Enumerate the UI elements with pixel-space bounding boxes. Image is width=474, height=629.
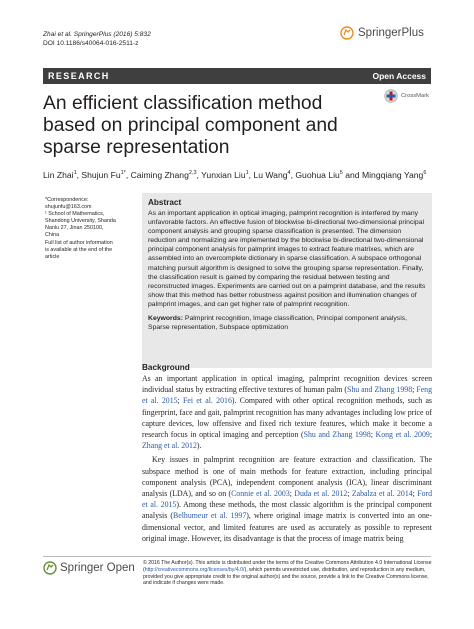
author-affiliation-mark: 1	[73, 170, 77, 176]
background-body	[142, 373, 432, 547]
author-name: Lin Zhai	[43, 169, 74, 180]
keywords-label: Keywords:	[148, 315, 183, 323]
author-affiliation-mark: 1*	[120, 170, 126, 176]
correspondence-line: ¹ School of Mathematics,	[45, 211, 105, 218]
author-name: Yunxian Liu	[201, 169, 246, 180]
abstract-box	[142, 193, 432, 368]
citation-link[interactable]: Zhang et al. 2012	[142, 441, 197, 451]
correspondence-line: article	[45, 253, 60, 260]
journal-citation: Zhai et al. SpringerPlus (2016) 5:832	[43, 31, 151, 38]
paragraph-text: ).	[196, 441, 202, 451]
author-name: Mingqiang Yang	[361, 169, 424, 180]
author-name: Lu Wang	[253, 169, 288, 180]
paragraph-text: ;	[177, 396, 184, 406]
paragraph-text: As an important application in optical imaging, palmprint recognition devices screen individual status by extracting effective textures of human palm (	[142, 374, 432, 395]
paragraph-text: ;	[347, 489, 352, 499]
paragraph-text: Key issues in palmprint recognition are feature extraction and classification. The subspace method is one of main methods for feature extraction, including principal component analysis (PCA), independent component analysis (ICA), linear discriminant analysis (LDA), and so on (	[142, 455, 432, 499]
crossmark-label: CrossMark	[401, 93, 430, 99]
doi[interactable]: DOI 10.1186/s40064-016-2511-z	[43, 40, 139, 47]
paragraph-text: ;	[412, 489, 418, 499]
paragraph-text: ). Compared with other optical recognition methods, such as fingerprint, face and gait, palmprint recognition has many advantages including low price of capture devices, low offensive and fixed rich texture features, which make it become a research focus in optical imaging and perception (	[142, 396, 432, 440]
footer-logo-text: Springer Open	[60, 562, 135, 574]
crossmark-badge[interactable]	[384, 89, 429, 103]
author-affiliation-mark: 5	[339, 170, 343, 176]
correspondence-line: *Correspondence:	[45, 197, 89, 203]
logo-text: SpringerPlus	[358, 27, 424, 39]
correspondence-line: Nanlu 27, Jinan 250100,	[45, 225, 104, 232]
citation-link[interactable]: Kong et al. 2009	[375, 430, 430, 440]
correspondence-line: is available at the end of the	[45, 246, 113, 253]
citation-link[interactable]: Shu and Zhang 1998	[303, 430, 371, 440]
crossmark-icon	[384, 89, 398, 103]
footer-divider	[43, 556, 431, 557]
keywords	[148, 314, 426, 332]
author-affiliation-mark: 4	[287, 170, 291, 176]
abstract-heading: Abstract	[148, 198, 182, 207]
author-affiliation-mark: 2,3	[188, 170, 197, 176]
citation-link[interactable]: Duda et al. 2012	[294, 489, 348, 499]
keywords-list: Palmprint recognition, Image classification, Principal component analysis, Sparse representation, Subspace optimization	[148, 315, 408, 332]
correspondence-line: Shandong University, Shanda	[45, 218, 116, 225]
open-access-label: Open Access	[372, 71, 426, 81]
author-name: Caiming Zhang	[130, 169, 189, 180]
license-part-1: © 2016 The Author(s). This article is distributed under the terms of the Creative Commons Attribution 4.0 International License (	[143, 560, 432, 573]
paragraph-text: ;	[429, 430, 432, 440]
paragraph-1	[142, 373, 432, 451]
paragraph-text: ). Among these methods, the most classic algorithm is the principal component analysis (	[142, 500, 432, 521]
citation-link[interactable]: Ford et al. 2015	[142, 489, 433, 510]
citation-link[interactable]: Belhumeur et al. 1997	[173, 511, 247, 521]
article-title: An efficient classification method based on principal component and sparse representation	[43, 93, 338, 158]
citation-link[interactable]: Fei et al. 2016	[183, 396, 232, 406]
article-meta	[43, 30, 151, 48]
correspondence-line: China	[45, 232, 60, 239]
springer-horse-icon	[43, 561, 57, 575]
citation-link[interactable]: Connie et al. 2003	[231, 489, 290, 499]
background-heading: Background	[142, 363, 190, 372]
citation-link[interactable]: Feng et al. 2015	[142, 385, 432, 406]
author-name: Guohua Liu	[295, 169, 340, 180]
paragraph-text: ;	[289, 489, 295, 499]
correspondence-line: shujunfu@163.com	[45, 204, 92, 211]
abstract-body: As an important application in optical imaging, palmprint recognition is interfered by many unfavorable factors. An effective fusion of blockwise bi-directional two-dimensional principal component analysis and grouping sparse classification is presented. The dimension reduction and normalizing are implemented by the blockwise bi-directional two-dimensional principal component analysis for palmprint images to extract feature matrixes, which are assembled into an overcomplete dictionary in sparse classification. A subspace orthogonal matching pursuit algorithm is designed to solve the grouping sparse representation. Finally, the classification result is gained by comparing the residual between testing and reconstructed images. Experiments are carried out on a palmprint database, and the results show that this method has better robustness against position and illumination changes of palmprint images, and can get higher rate of palmprint recognition.	[148, 210, 426, 308]
author-affiliation-mark: 1	[245, 170, 249, 176]
author-list: Lin Zhai$^1$, Shujun $Fu^{1*}$, Caiming Zhang$^{2,3}$, Yunxian Liu$^1$, Lu Wang$^4$, Guohua Liu$^5$ and Mingqiang Yang$^6$	[43, 169, 427, 180]
springer-open-logo[interactable]	[43, 561, 135, 575]
paragraph-2	[142, 454, 432, 544]
article-type-banner	[43, 68, 431, 84]
correspondence-note	[45, 197, 133, 261]
paragraph-text: ;	[370, 430, 376, 440]
author-affiliation-mark: 6	[423, 170, 427, 176]
springerplus-logo[interactable]	[340, 26, 424, 40]
correspondence-line: Full list of author information	[45, 239, 113, 246]
citation-link[interactable]: Shu and Zhang 1998	[346, 385, 413, 395]
paragraph-text: ;	[412, 385, 417, 395]
paragraph-text: ), where original image matrix is converted into an one-dimensional vector, and limited features are used as accurately as possible to represent original image. However, its disadvantage is that the process of image matrix being	[142, 511, 432, 543]
license-text	[143, 560, 433, 587]
license-part-2: ), which permits unrestricted use, distribution, and reproduction in any medium, provided you give appropriate credit to the original author(s) and the source, provide a link to the Creative Commons license, and indicate if changes were made.	[143, 566, 429, 587]
citation-link[interactable]: Zabalza et al. 2014	[351, 489, 413, 499]
springer-horse-icon	[340, 26, 354, 40]
research-label: RESEARCH	[48, 71, 110, 81]
license-link[interactable]: http://creativecommons.org/licenses/by/4.0/	[144, 566, 245, 573]
author-name: Shujun Fu	[81, 169, 121, 180]
